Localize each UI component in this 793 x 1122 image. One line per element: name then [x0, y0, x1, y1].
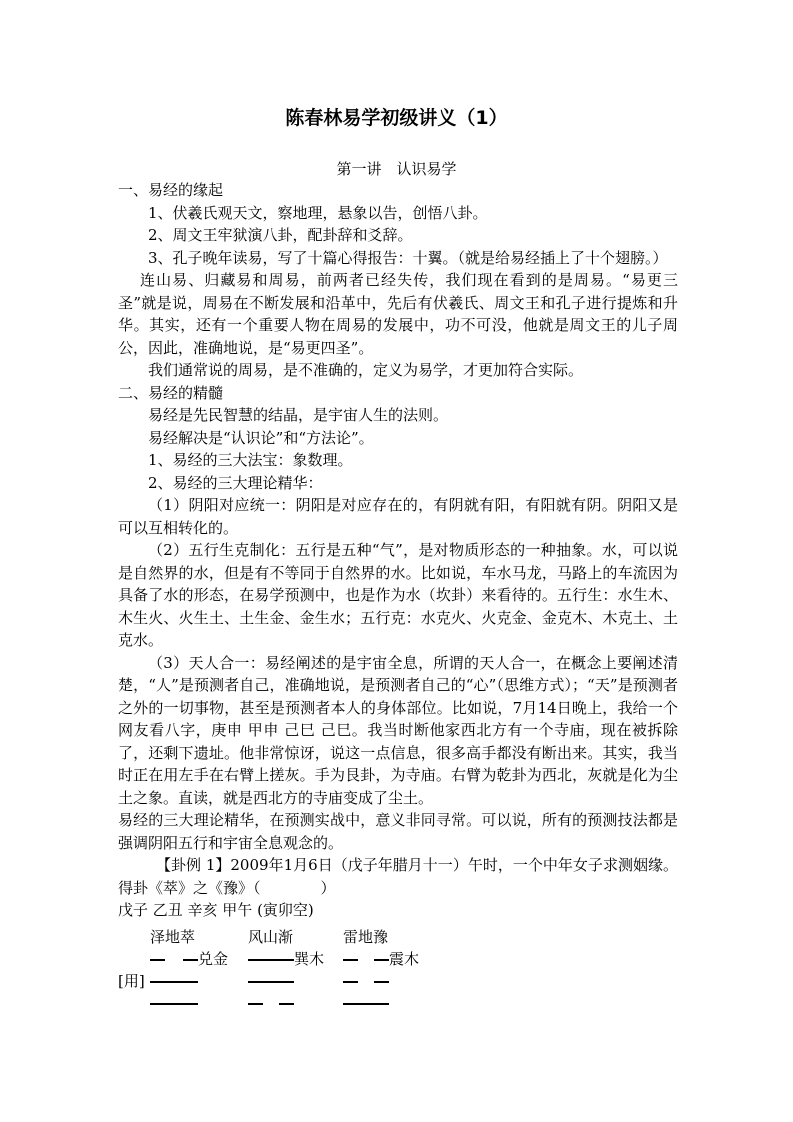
hexagram-label: 巽木 — [294, 950, 325, 968]
yao-line — [248, 992, 298, 1014]
yao-line — [150, 948, 240, 970]
yong-marker: [用] — [118, 972, 145, 990]
yao-line — [343, 970, 393, 992]
lecture-title: 第一讲 认识易学 — [336, 160, 457, 178]
document-body — [118, 179, 678, 922]
paragraph: （1）阴阳对应统一：阴阳是对应存在的，有阴就有阳，有阳就有阴。阴阳又是可以互相转化的。 — [118, 496, 678, 537]
hexagram-label: 兑金 — [198, 950, 229, 968]
paragraph: （3）天人合一：易经阐述的是宇宙全息，所谓的天人合一，在概念上要阐述清楚，“人”是预测者自己，准确地说，是预测者自己的“心”（思维方式）；“天”是预测者之外的一切事物，甚至是预测者本人的身体部位。比如说，7月14日晚上，我给一个网友看八字，庚申 甲申 己巳 己巳。我当时断他家西北方有一个寺庙，现在被拆除了，还剩下遗址。他非常惊讶，说这一点信息，很多高手都没有断出来。其实，我当时正在用左手在右臂上搓灰。手为艮卦，为寺庙。右臂为乾卦为西北，灰就是化为尘土之象。直读，就是西北方的寺庙变成了尘土。 — [118, 653, 678, 807]
section-heading: 二、易经的精髓 — [118, 383, 224, 402]
paragraph: 1、伏羲氏观天文，察地理，悬象以告，创悟八卦。 — [148, 203, 488, 222]
yao-line — [150, 992, 200, 1014]
paragraph: 连山易、归藏易和周易，前两者已经失传，我们现在看到的是周易。“易更三圣”就是说，周易在不断发展和沿革中，先后有伏羲氏、周文王和孔子进行提炼和升华。其实，还有一个重要人物在周易的发展中，功不可没，他就是周文王的儿子周公，因此，准确地说，是“易更四圣”。 — [118, 271, 678, 357]
hexagram-diagram — [118, 926, 458, 1016]
paragraph: 3、孔子晚年读易，写了十篇心得报告：十翼。（就是给易经插上了十个翅膀。） — [148, 248, 668, 267]
paragraph: 我们通常说的周易，是不准确的，定义为易学，才更加符合实际。 — [148, 361, 584, 379]
paragraph: 易经的三大理论精华，在预测实战中，意义非同寻常。可以说，所有的预测技法都是强调阴阳五行和宇宙全息观念的。 — [118, 811, 678, 852]
paragraph: 1、易经的三大法宝：象数理。 — [148, 451, 353, 469]
paragraph: 易经解决是“认识论”和“方法论”。 — [148, 428, 374, 447]
hexagram-name: 雷地豫 — [343, 928, 389, 946]
hexagram-label: 震木 — [389, 950, 420, 968]
paragraph: 2、周文王牢狱演八卦，配卦辞和爻辞。 — [148, 226, 413, 244]
bazi-line: 戊子 乙丑 辛亥 甲午 (寅卯空) — [118, 901, 314, 919]
yao-line — [343, 948, 433, 970]
hexagram-name: 风山渐 — [248, 928, 294, 946]
yao-line — [248, 948, 338, 970]
section-heading: 一、易经的缘起 — [118, 181, 224, 199]
paragraph: 2、易经的三大理论精华： — [148, 473, 323, 492]
yao-line — [248, 970, 298, 992]
document-title: 陈春林易学初级讲义（1） — [285, 107, 508, 129]
hexagram-name: 泽地萃 — [150, 928, 196, 946]
case-paragraph: 【卦例 1】2009年1月6日（戊子年腊月十一）午时，一个中年女子求测姻缘。得卦《萃》之《豫》（ ） — [118, 856, 678, 897]
yao-line — [150, 970, 200, 992]
yao-line — [343, 992, 393, 1014]
paragraph: （2）五行生克制化：五行是五种“气”，是对物质形态的一种抽象。水，可以说是自然界的水，但是有不等同于自然界的水。比如说，车水马龙，马路上的车流因为具备了水的形态，在易学预测中，也是作为水（坎卦）来看待的。五行生：水生木、木生火、火生土、土生金、金生水；五行克：水克火、火克金、金克木、木克土、土克水。 — [118, 541, 678, 649]
paragraph: 易经是先民智慧的结晶，是宇宙人生的法则。 — [148, 406, 449, 424]
